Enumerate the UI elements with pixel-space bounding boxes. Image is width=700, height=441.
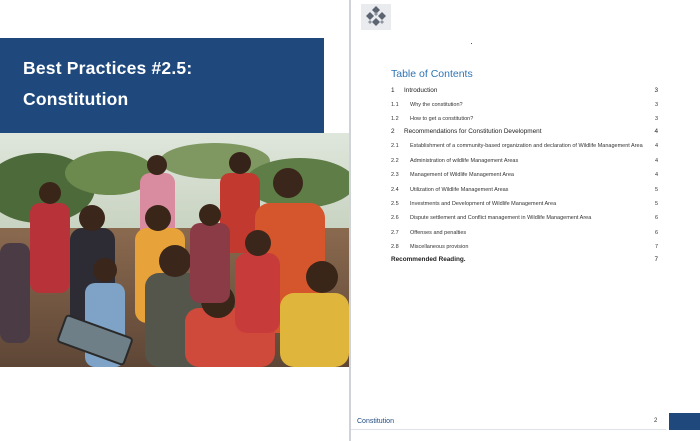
toc-entry-number: 1.1 (391, 102, 399, 108)
toc-entry[interactable] (391, 101, 661, 110)
toc-entry-page: 5 (654, 201, 658, 207)
toc-entry-page: 6 (654, 230, 658, 236)
toc-entry-text: Offenses and penalties (410, 230, 467, 236)
toc-entry-page: 5 (654, 187, 658, 193)
toc-entry-text: Establishment of a community-based organization and declaration of Wildlife Management Area (410, 143, 643, 149)
toc-entry-number: 2.2 (391, 158, 399, 164)
toc-entry-text: Dispute settlement and Conflict management in Wildlife Management Area (410, 215, 592, 221)
cover-title-line-2: Constitution (23, 89, 129, 109)
cover-title-line-1: Best Practices #2.5: (23, 58, 193, 78)
footer-rule (351, 429, 666, 430)
toc-entry-page: 4 (654, 128, 658, 135)
table-of-contents-page (351, 0, 700, 441)
footer-accent-bar (669, 413, 700, 430)
toc-entry-number: 2.8 (391, 244, 399, 250)
toc-entry-text: Why the constitution? (410, 102, 463, 108)
page-mark (471, 43, 472, 44)
toc-entry-page: 4 (654, 158, 658, 164)
toc-entry-page: 7 (654, 244, 658, 250)
toc-entry-text: Investments and Development of Wildlife Management Area (410, 201, 557, 207)
diamond-grid-logo-icon (361, 4, 391, 35)
toc-entry-text: Recommendations for Constitution Development (404, 128, 542, 135)
toc-entry[interactable] (391, 243, 661, 252)
toc-entry-page: 4 (654, 143, 658, 149)
toc-entry-number: 2.5 (391, 201, 399, 207)
toc-entry-page: 3 (654, 87, 658, 94)
toc-entry-page: 3 (654, 116, 658, 122)
toc-entry-number: 2.7 (391, 230, 399, 236)
toc-entry[interactable] (391, 115, 661, 124)
footer-label: Constitution (357, 418, 394, 425)
toc-entry[interactable] (391, 214, 661, 223)
footer-page-number: 2 (654, 418, 658, 424)
toc-entry[interactable] (391, 200, 661, 209)
toc-entry-number: 2.3 (391, 172, 399, 178)
toc-entry-text: How to get a constitution? (410, 116, 474, 122)
toc-entry-text: Utilization of Wildlife Management Areas (410, 187, 509, 193)
toc-entry-text: Recommended Reading. (391, 256, 466, 263)
toc-entry-number: 2.6 (391, 215, 399, 221)
toc-entry[interactable] (391, 127, 661, 136)
toc-entry-number: 2.1 (391, 143, 399, 149)
toc-entry[interactable] (391, 157, 661, 166)
toc-entry-page: 4 (654, 172, 658, 178)
toc-entry-number: 1.2 (391, 116, 399, 122)
cover-title-banner (0, 38, 324, 133)
toc-entry-text: Miscellaneous provision (410, 244, 469, 250)
toc-entry[interactable] (391, 171, 661, 180)
toc-entry-text: Administration of wildlife Management Areas (410, 158, 519, 164)
toc-entry[interactable] (391, 229, 661, 238)
toc-entry[interactable] (391, 86, 661, 95)
toc-entry-page: 6 (654, 215, 658, 221)
toc-entry-number: 2.4 (391, 187, 399, 193)
toc-entry-page: 7 (654, 256, 658, 263)
toc-entry-text: Management of Wildlife Management Area (410, 172, 514, 178)
toc-entry[interactable] (391, 142, 661, 151)
cover-page (0, 0, 349, 441)
toc-entry-number: 2 (391, 128, 395, 135)
toc-entry-number: 1 (391, 87, 395, 94)
toc-title: Table of Contents (391, 68, 473, 80)
cover-photo (0, 133, 349, 367)
toc-entry-text: Introduction (404, 87, 438, 94)
toc-entry[interactable] (391, 255, 661, 264)
toc-entry-page: 3 (654, 102, 658, 108)
toc-entry[interactable] (391, 186, 661, 195)
cover-photo-illustration (0, 133, 349, 367)
